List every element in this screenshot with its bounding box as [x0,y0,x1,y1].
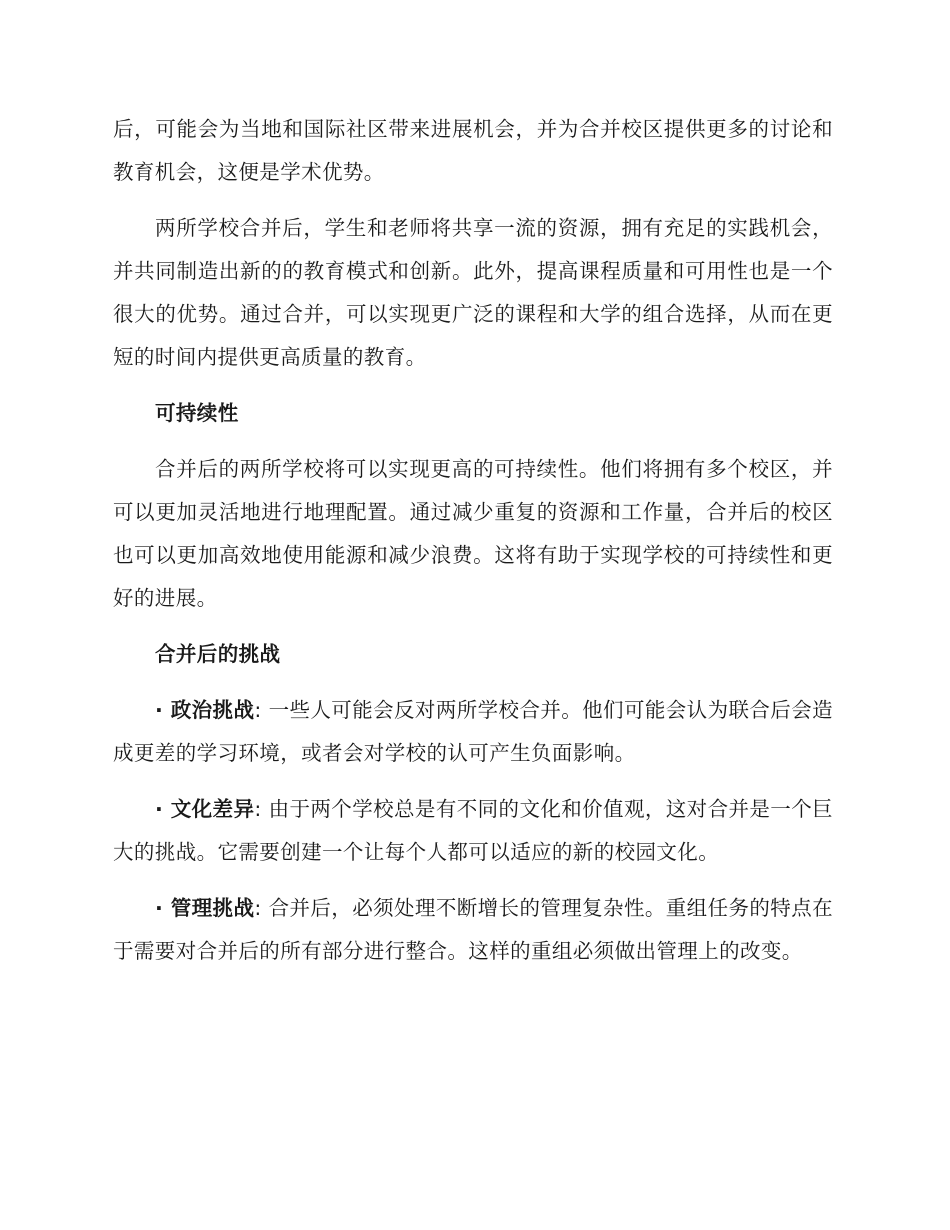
challenge-label: · 政治挑战 [155,698,255,722]
challenge-text: 由于两个学校总是有不同的文化和价值观，这对合并是一个巨大的挑战。它需要创建一个让每个人都可以适应的新的校园文化。 [113,797,833,864]
challenge-separator: : [254,896,262,920]
resources-paragraph: 两所学校合并后，学生和老师将共享一流的资源，拥有充足的实践机会，并共同制造出新的的教育模式和创新。此外，提高课程质量和可用性也是一个很大的优势。通过合并，可以实现更广泛的课程和大学的组合选择，从而在更短的时间内提供更高质量的教育。 [113,216,833,369]
challenge-label: · 管理挑战 [155,896,255,920]
challenge-item-cultural [113,788,833,874]
challenges-heading: 合并后的挑战 [155,642,281,666]
intro-continuation-paragraph: 后，可能会为当地和国际社区带来进展机会，并为合并校区提供更多的讨论和教育机会，这便是学术优势。 [113,117,833,184]
challenge-separator: : [254,698,262,722]
challenge-item-political [113,689,833,775]
challenge-label: · 文化差异 [155,797,255,821]
sustainability-paragraph: 合并后的两所学校将可以实现更高的可持续性。他们将拥有多个校区，并可以更加灵活地进行地理配置。通过减少重复的资源和工作量，合并后的校区也可以更加高效地使用能源和减少浪费。这将有助于实现学校的可持续性和更好的进展。 [113,457,833,610]
sustainability-heading: 可持续性 [155,401,239,425]
challenge-text: 合并后，必须处理不断增长的管理复杂性。重组任务的特点在于需要对合并后的所有部分进行整合。这样的重组必须做出管理上的改变。 [113,896,833,963]
challenge-item-management [113,887,833,973]
challenge-text: 一些人可能会反对两所学校合并。他们可能会认为联合后会造成更差的学习环境，或者会对学校的认可产生负面影响。 [113,698,833,765]
challenge-separator: : [254,797,262,821]
document-page [113,108,833,986]
